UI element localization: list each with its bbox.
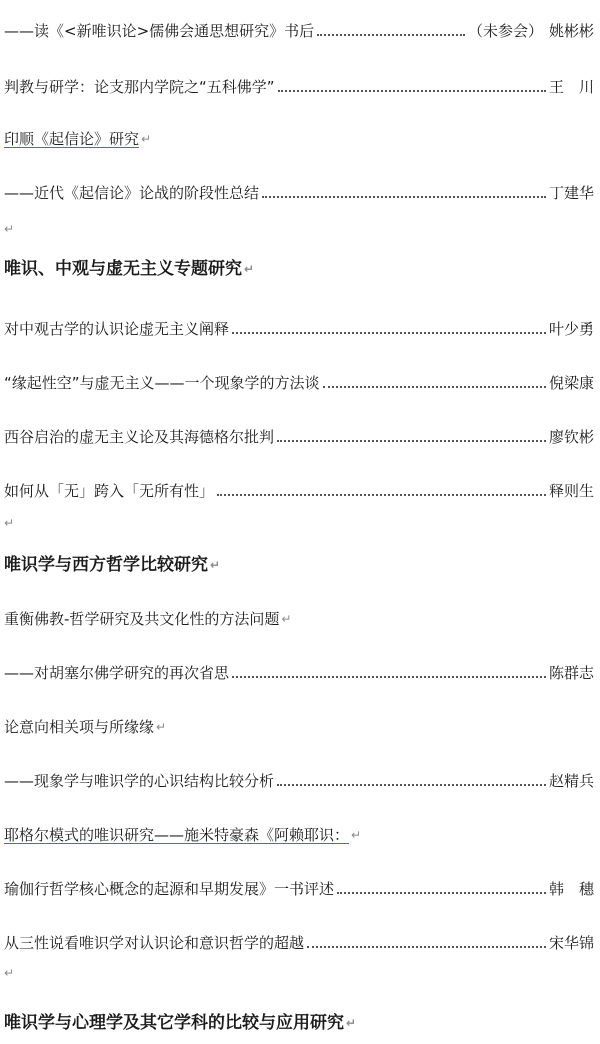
entry-title: 西谷启治的虚无主义论及其海德格尔批判 (4, 428, 275, 446)
entry-title: ——近代《起信论》论战的阶段性总结 (4, 184, 260, 202)
entry-title: 瑜伽行哲学核心概念的起源和早期发展》一书评述 (4, 880, 335, 898)
dot-leader (262, 195, 546, 198)
toc-subtitle (4, 122, 600, 150)
toc-entry (4, 420, 600, 448)
dot-leader (278, 89, 546, 92)
dot-leader (277, 439, 546, 442)
section-heading (4, 548, 600, 576)
toc-entry (4, 764, 600, 792)
entry-title: 重衡佛教-哲学研究及共文化性的方法问题 (4, 610, 280, 628)
entry-author: 王 川 (548, 78, 594, 96)
toc-entry (4, 14, 600, 42)
paragraph-mark-icon: ↵ (156, 720, 167, 734)
toc-entry (4, 312, 600, 340)
entry-author: 赵精兵 (548, 772, 594, 790)
entry-title: 对中观古学的认识论虚无主义阐释 (4, 320, 230, 338)
paragraph-mark-icon: ↵ (346, 1016, 357, 1030)
entry-author: 陈群志 (548, 664, 594, 682)
section-heading (4, 1006, 600, 1034)
paragraph-mark-icon: ↵ (351, 828, 362, 842)
dot-leader (232, 331, 546, 334)
entry-note: （未参会） (467, 22, 543, 40)
entry-title: 从三性说看唯识学对认识论和意识哲学的超越 (4, 934, 305, 952)
heading-title: 唯识学与心理学及其它学科的比较与应用研究 (4, 1013, 344, 1033)
paragraph-mark-icon: ↵ (244, 262, 255, 276)
dot-leader (323, 385, 546, 388)
entry-title: ——读《<新唯识论>儒佛会通思想研究》书后 (4, 22, 315, 40)
toc-entry (4, 70, 600, 98)
dot-leader (277, 783, 546, 786)
dot-leader (307, 945, 546, 948)
toc-entry (4, 474, 600, 502)
section-heading (4, 252, 600, 280)
toc-entry (4, 366, 600, 394)
toc-entry (4, 872, 600, 900)
toc-subtitle (4, 818, 600, 846)
toc-entry (4, 656, 600, 684)
paragraph-mark-icon: ↵ (4, 222, 15, 236)
toc-subtitle (4, 602, 600, 630)
entry-author: 韩 穗 (548, 880, 594, 898)
entry-title: 耶格尔模式的唯识研究——施米特豪森《阿赖耶识： (4, 826, 350, 844)
heading-title: 唯识学与西方哲学比较研究 (4, 555, 208, 575)
entry-author: 宋华锦 (548, 934, 594, 952)
paragraph-mark-icon: ↵ (4, 516, 15, 530)
paragraph-mark-icon: ↵ (210, 558, 221, 572)
dot-leader (337, 891, 546, 894)
dot-leader (217, 493, 546, 496)
toc-entry (4, 176, 600, 204)
entry-author: 姚彬彬 (548, 22, 594, 40)
entry-author: 倪梁康 (548, 374, 594, 392)
entry-title: 判教与研学：论支那内学院之“五科佛学” (4, 78, 275, 96)
entry-title: 如何从「无」跨入「无所有性」 (4, 482, 215, 500)
entry-author: 廖钦彬 (548, 428, 594, 446)
paragraph-mark-icon: ↵ (281, 612, 292, 626)
entry-title: ——对胡塞尔佛学研究的再次省思 (4, 664, 230, 682)
toc-entry (4, 926, 600, 954)
dot-leader (317, 33, 465, 36)
heading-title: 唯识、中观与虚无主义专题研究 (4, 259, 242, 279)
entry-author: 丁建华 (548, 184, 594, 202)
toc-subtitle (4, 710, 600, 738)
entry-author: 叶少勇 (548, 320, 594, 338)
entry-title: 印顺《起信论》研究 (4, 130, 140, 148)
entry-title: ——现象学与唯识学的心识结构比较分析 (4, 772, 275, 790)
dot-leader (232, 675, 546, 678)
entry-title: “缘起性空”与虚无主义——一个现象学的方法谈 (4, 374, 320, 392)
paragraph-mark-icon: ↵ (141, 132, 152, 146)
entry-author: 释则生 (548, 482, 594, 500)
entry-title: 论意向相关项与所缘缘 (4, 718, 155, 736)
paragraph-mark-icon: ↵ (4, 966, 15, 980)
